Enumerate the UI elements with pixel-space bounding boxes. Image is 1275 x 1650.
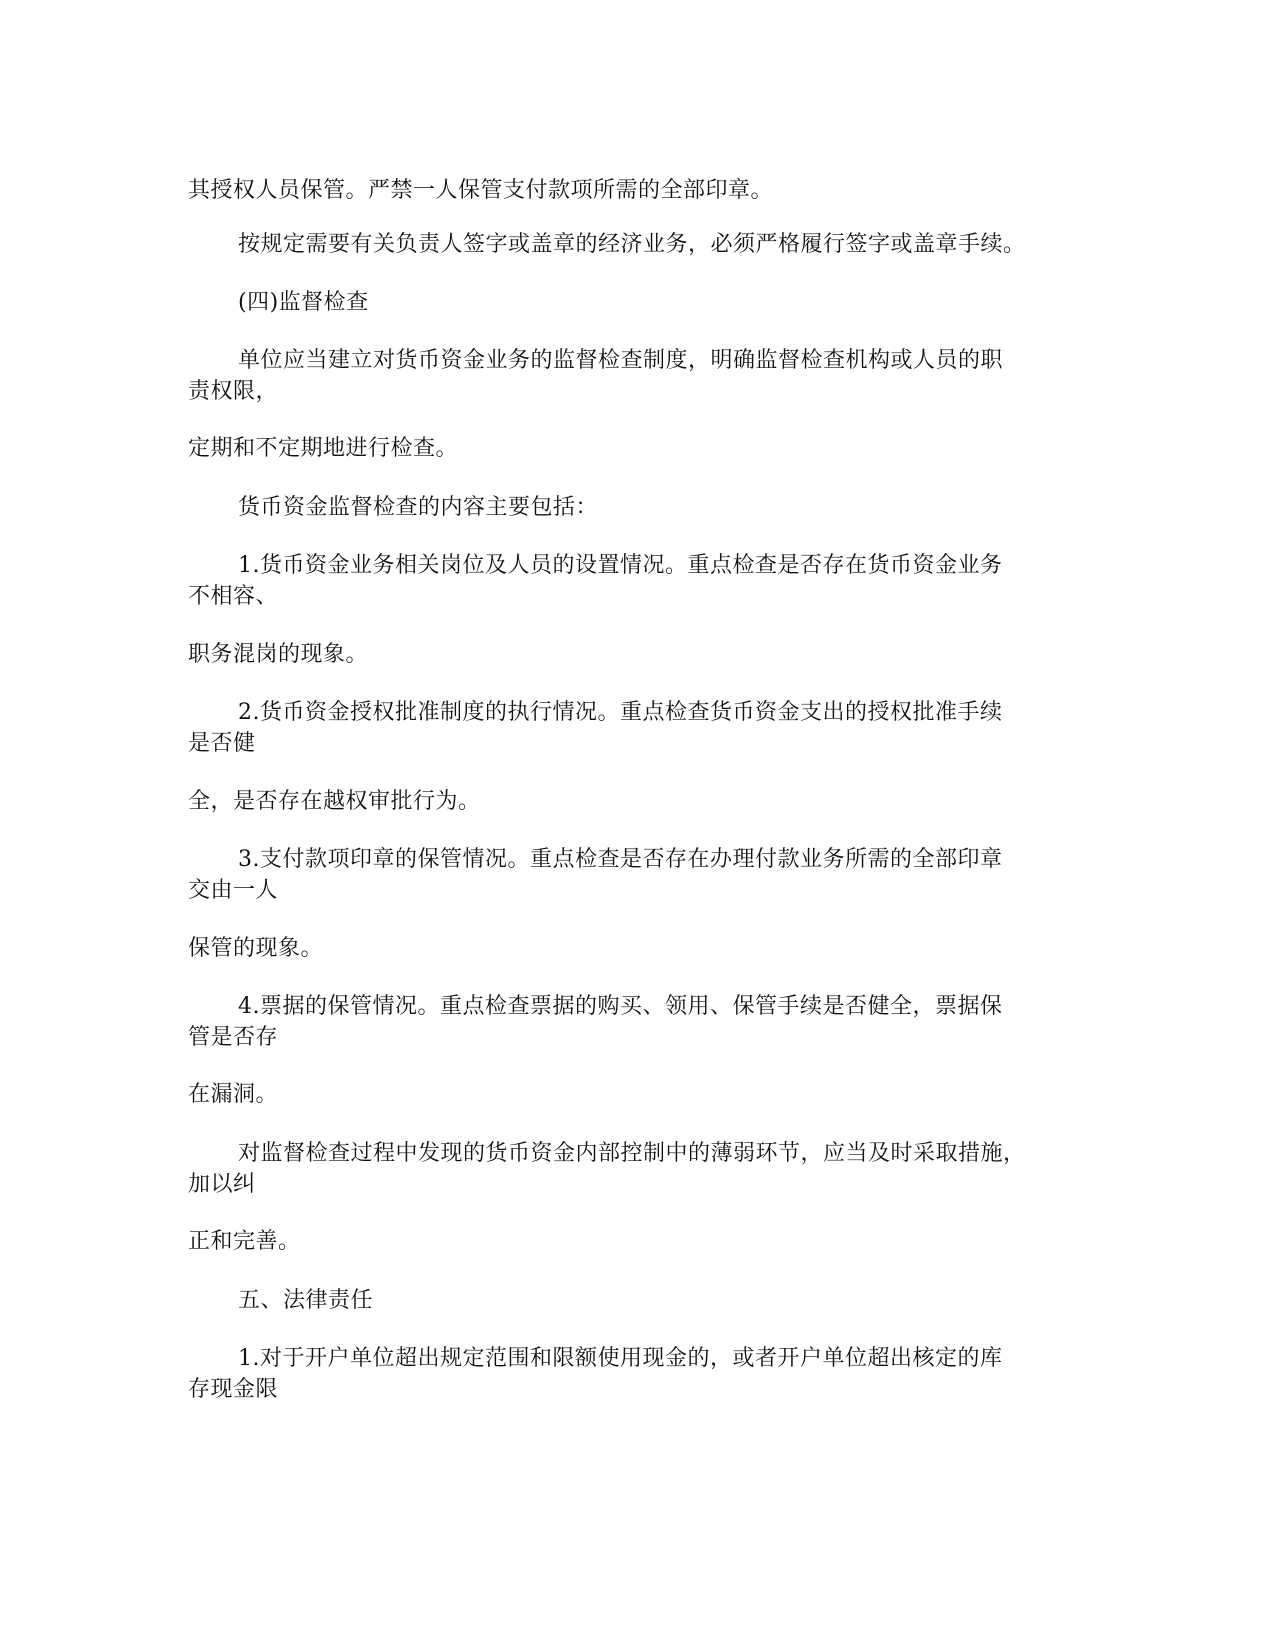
section-heading-legal-liability: 五、法律责任: [238, 1288, 374, 1313]
paragraph-signature-requirement: 按规定需要有关负责人签字或盖章的经济业务，必须严格履行签字或盖章手续。: [238, 232, 1026, 257]
list-item-3-wrap: 交由一人: [188, 878, 279, 903]
paragraph-supervision-system: 单位应当建立对货币资金业务的监督检查制度，明确监督检查机构或人员的职: [238, 348, 1004, 373]
legal-item-1: 1.对于开户单位超出规定范围和限额使用现金的，或者开户单位超出核定的库: [238, 1346, 1003, 1371]
paragraph-weakness-correction-wrap: 加以纠: [188, 1172, 256, 1197]
list-item-1-continuation: 职务混岗的现象。: [188, 642, 369, 667]
paragraph-weakness-correction-continuation: 正和完善。: [188, 1229, 301, 1254]
list-item-2-wrap: 是否健: [188, 731, 256, 756]
paragraph-supervision-system-wrap: 责权限，: [188, 379, 279, 404]
paragraph-inspection-content: 货币资金监督检查的内容主要包括：: [238, 495, 599, 520]
list-item-1: 1.货币资金业务相关岗位及人员的设置情况。重点检查是否存在货币资金业务: [238, 553, 1003, 578]
legal-item-1-wrap: 存现金限: [188, 1377, 279, 1402]
paragraph-weakness-correction: 对监督检查过程中发现的货币资金内部控制中的薄弱环节，应当及时采取措施，: [238, 1141, 1026, 1166]
list-item-3: 3.支付款项印章的保管情况。重点检查是否存在办理付款业务所需的全部印章: [238, 847, 1003, 872]
section-heading-supervision: (四)监督检查: [238, 290, 369, 315]
list-item-4: 4.票据的保管情况。重点检查票据的购买、领用、保管手续是否健全，票据保: [238, 994, 1003, 1019]
text-line-continuation: 其授权人员保管。严禁一人保管支付款项所需的全部印章。: [188, 178, 774, 203]
paragraph-periodic-inspection: 定期和不定期地进行检查。: [188, 436, 459, 461]
list-item-4-wrap: 管是否存: [188, 1025, 279, 1050]
list-item-1-wrap: 不相容、: [188, 584, 279, 609]
list-item-2: 2.货币资金授权批准制度的执行情况。重点检查货币资金支出的授权批准手续: [238, 700, 1003, 725]
list-item-4-continuation: 在漏洞。: [188, 1082, 279, 1107]
list-item-3-continuation: 保管的现象。: [188, 936, 324, 961]
list-item-2-continuation: 全，是否存在越权审批行为。: [188, 789, 481, 814]
